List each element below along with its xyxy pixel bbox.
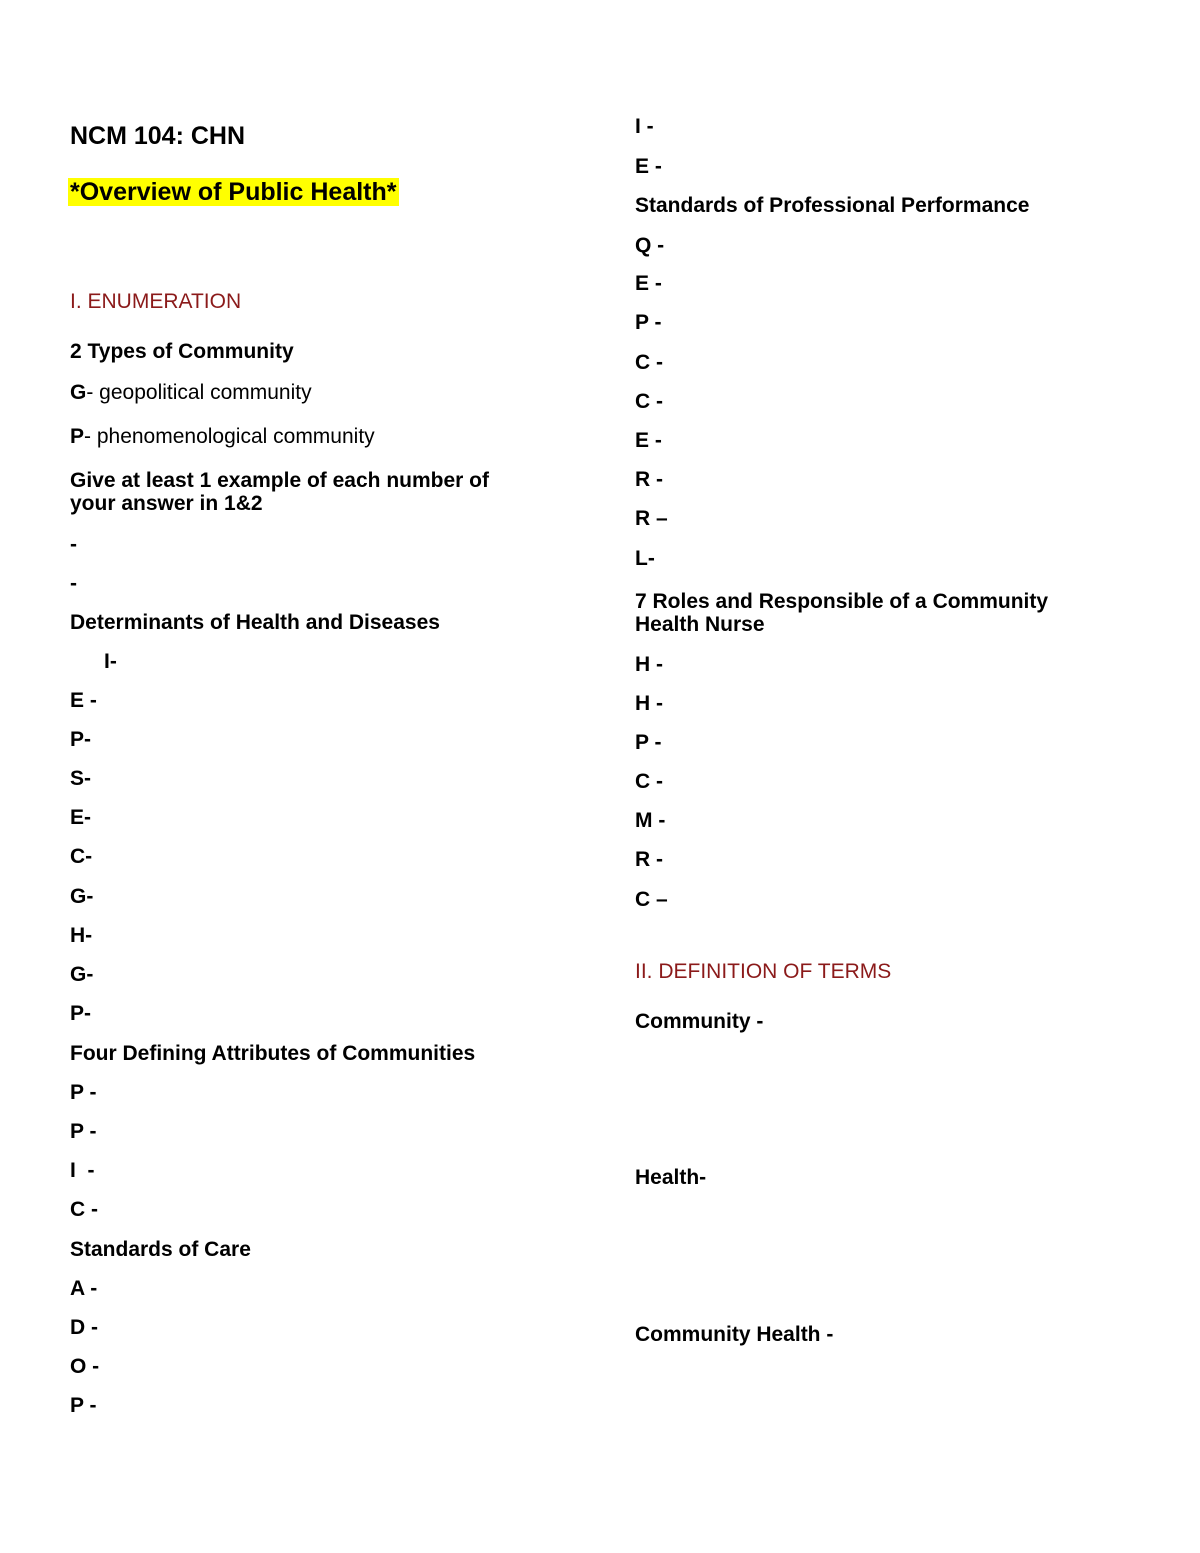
role-item: H - bbox=[635, 653, 663, 676]
attribute-item: I - bbox=[70, 1159, 95, 1182]
role-item: C - bbox=[635, 770, 663, 793]
answer-dash: - bbox=[70, 572, 77, 595]
role-item: C – bbox=[635, 888, 668, 911]
performance-item: Q - bbox=[635, 234, 665, 257]
standards-of-care-heading: Standards of Care bbox=[70, 1238, 251, 1261]
type-text: - geopolitical community bbox=[86, 381, 312, 404]
attributes-heading: Four Defining Attributes of Communities bbox=[70, 1042, 476, 1065]
community-type-phenomenological bbox=[70, 425, 375, 449]
performance-item: R - bbox=[635, 468, 663, 491]
performance-item: E - bbox=[635, 429, 662, 452]
attribute-item: C - bbox=[70, 1198, 98, 1221]
type-letter: G bbox=[70, 381, 87, 404]
term-community: Community - bbox=[635, 1010, 764, 1033]
determinant-item: H- bbox=[70, 924, 93, 947]
performance-item: C - bbox=[635, 351, 663, 374]
care-item: A - bbox=[70, 1277, 98, 1300]
determinant-item: E- bbox=[70, 806, 91, 829]
care-item: E - bbox=[635, 155, 662, 178]
performance-item: C - bbox=[635, 390, 663, 413]
determinant-item: S- bbox=[70, 767, 91, 790]
determinant-item: E - bbox=[70, 689, 97, 712]
term-health: Health- bbox=[635, 1166, 707, 1189]
care-item: D - bbox=[70, 1316, 98, 1339]
roles-heading-line2: Health Nurse bbox=[635, 613, 765, 636]
example-instruction-line2: your answer in 1&2 bbox=[70, 492, 263, 515]
section-definition-heading: II. DEFINITION OF TERMS bbox=[635, 960, 892, 983]
type-text: - phenomenological community bbox=[84, 425, 375, 448]
performance-item: P - bbox=[635, 311, 662, 334]
highlighted-subtitle: *Overview of Public Health* bbox=[70, 178, 397, 206]
role-item: M - bbox=[635, 809, 666, 832]
determinant-item: P- bbox=[70, 1002, 91, 1025]
determinants-heading: Determinants of Health and Diseases bbox=[70, 611, 440, 634]
term-community-health: Community Health - bbox=[635, 1323, 834, 1346]
example-instruction-line1: Give at least 1 example of each number of bbox=[70, 469, 489, 492]
determinant-item: P- bbox=[70, 728, 91, 751]
section-enumeration-heading: I. ENUMERATION bbox=[70, 290, 242, 313]
type-letter: P bbox=[70, 425, 85, 448]
care-item: O - bbox=[70, 1355, 100, 1378]
types-of-community-heading: 2 Types of Community bbox=[70, 340, 294, 363]
roles-heading-line1: 7 Roles and Responsible of a Community bbox=[635, 590, 1049, 613]
care-item: P - bbox=[70, 1394, 97, 1417]
community-type-geopolitical bbox=[70, 381, 312, 405]
determinant-item: G- bbox=[70, 885, 94, 908]
performance-item: E - bbox=[635, 272, 662, 295]
document-subtitle bbox=[68, 177, 399, 207]
role-item: P - bbox=[635, 731, 662, 754]
answer-dash: - bbox=[70, 533, 77, 556]
attribute-item: P - bbox=[70, 1120, 97, 1143]
performance-item: R – bbox=[635, 507, 668, 530]
professional-performance-heading: Standards of Professional Performance bbox=[635, 194, 1030, 217]
document-title: NCM 104: CHN bbox=[70, 122, 246, 150]
performance-item: L- bbox=[635, 547, 655, 570]
role-item: R - bbox=[635, 848, 663, 871]
determinant-item: I- bbox=[104, 650, 117, 673]
care-item: I - bbox=[635, 115, 654, 138]
role-item: H - bbox=[635, 692, 663, 715]
determinant-item: G- bbox=[70, 963, 94, 986]
determinant-item: C- bbox=[70, 845, 93, 868]
attribute-item: P - bbox=[70, 1081, 97, 1104]
